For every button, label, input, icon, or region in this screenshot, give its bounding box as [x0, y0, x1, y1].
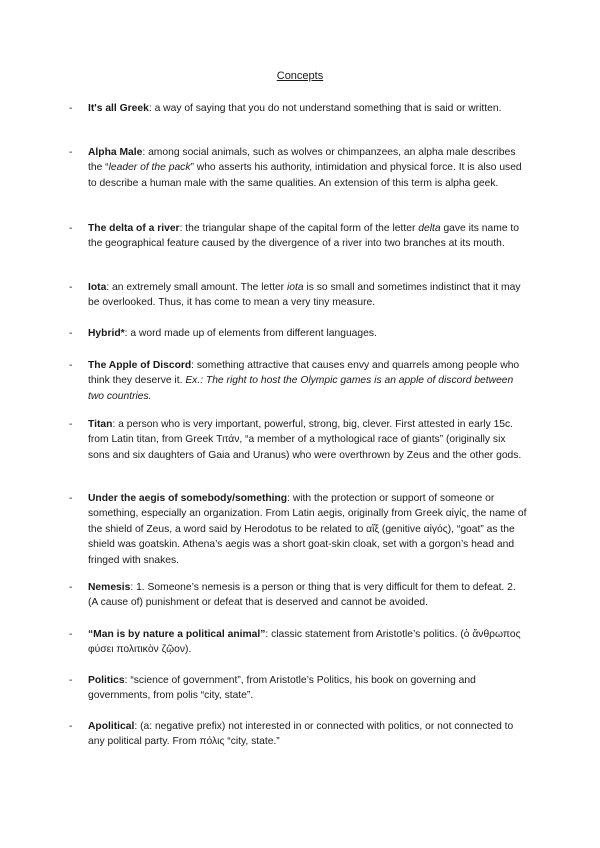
- concept-entry-apolitical: [69, 719, 528, 750]
- concept-entry-iota: [69, 280, 528, 311]
- bullet-dash: -: [69, 629, 73, 640]
- concept-definition: : a word made up of elements from different languages.: [124, 328, 377, 339]
- concept-term: Titan: [88, 419, 113, 430]
- concept-term: Under the aegis of somebody/something: [88, 493, 288, 504]
- concept-entry-titan: [69, 417, 528, 463]
- concept-italic-text: delta: [418, 223, 441, 234]
- concept-definition: : (a: negative prefix) not interested in or connected with politics, or not connected to any political party. From πόλις “city, state.”: [88, 721, 514, 748]
- bullet-dash: -: [69, 419, 73, 430]
- concept-definition: : classic statement from Aristotle’s politics. (ὁ ἄνθρωπος φύσει πολιτικὸν ζῷον).: [88, 629, 521, 656]
- bullet-dash: -: [69, 582, 73, 593]
- concept-entry-aegis: [69, 491, 528, 568]
- concept-term: Hybrid*: [88, 328, 125, 339]
- concept-definition-cont: ” who asserts his authority, intimidation and physical force. It is also used to describe a human male with the same qualities. An extension of this term is alpha geek.: [88, 162, 522, 189]
- concept-italic-text: leader of the pack: [108, 162, 191, 174]
- concept-entry-its-all-greek: [69, 101, 528, 116]
- concept-definition: : 1. Someone’s nemesis is a person or thing that is very difficult for them to defeat. 2. (A cause of) punishment or defeat that is deserved and cannot be avoided.: [88, 582, 516, 609]
- bullet-dash: -: [69, 328, 73, 339]
- concept-definition-cont: gave its name to the geographical feature caused by the divergence of a river into two branches at its mouth.: [88, 223, 520, 250]
- concept-term: Politics: [88, 675, 125, 686]
- concept-definition: : an extremely small amount. The letter: [106, 282, 287, 293]
- concept-entry-hybrid: [69, 326, 528, 341]
- concept-term: Nemesis: [88, 582, 131, 593]
- concept-entry-politics: [69, 673, 528, 704]
- bullet-dash: -: [69, 360, 73, 371]
- concept-definition: : “science of government”, from Aristotle’s Politics, his book on governing and governments, from polis “city, state”.: [88, 675, 476, 702]
- bullet-dash: -: [69, 675, 73, 686]
- concept-entry-political-animal: [69, 627, 528, 658]
- concept-term: Iota: [88, 282, 107, 293]
- concept-definition: : with the protection or support of someone or something, especially an organization. From Latin aegis, originally from Greek αἰγίς, the name of the shield of Zeus, a word said by Herodotus to be related to αἴξ (genitive αἰγός), “goat” as the shield was goatskin. Athena’s aegis was a short goat-skin cloak, set with a gorgon’s head and fringed with snakes.: [88, 493, 527, 566]
- concept-definition-cont: is so small and sometimes indistinct that it may be overlooked. Thus, it has come to mean a very tiny measure.: [88, 282, 521, 309]
- bullet-dash: -: [69, 223, 73, 234]
- concept-italic-text: iota: [286, 282, 304, 293]
- bullet-dash: -: [69, 721, 73, 732]
- bullet-dash: -: [69, 147, 73, 158]
- concept-definition: : among social animals, such as wolves or chimpanzees, an alpha male describes the “: [88, 147, 516, 174]
- bullet-dash: -: [69, 493, 73, 504]
- concept-term: The delta of a river: [88, 223, 180, 234]
- bullet-dash: -: [69, 103, 73, 114]
- concept-term: Apolitical: [88, 721, 135, 732]
- bullet-dash: -: [69, 282, 73, 293]
- concept-entry-apple-of-discord: [69, 358, 528, 404]
- concept-entry-delta: [69, 221, 528, 252]
- concept-entry-nemesis: [69, 580, 528, 611]
- concept-definition: : a person who is very important, powerful, strong, big, clever. First attested in early 15c. from Latin titan, from Greek Τιτάν, “a member of a mythological race of giants” (originally six sons and six daughters of Gaia and Uranus) who were overthrown by Zeus and the other gods.: [88, 419, 522, 461]
- concept-definition: : a way of saying that you do not understand something that is said or written.: [148, 103, 502, 114]
- concept-term: Alpha Male: [88, 147, 143, 158]
- concept-definition: : something attractive that causes envy and quarrels among people who think they deserve it.: [88, 360, 520, 387]
- page-title: Concepts: [276, 70, 324, 82]
- concept-term: It's all Greek: [88, 103, 149, 114]
- concept-term: The Apple of Discord: [88, 360, 192, 371]
- concept-entry-alpha-male: [69, 145, 528, 191]
- concept-term: “Man is by nature a political animal”: [88, 629, 266, 640]
- concept-definition: : the triangular shape of the capital form of the letter: [179, 223, 419, 234]
- concept-italic-text: Ex.: The right to host the Olympic games is an apple of discord between two countries.: [88, 375, 514, 402]
